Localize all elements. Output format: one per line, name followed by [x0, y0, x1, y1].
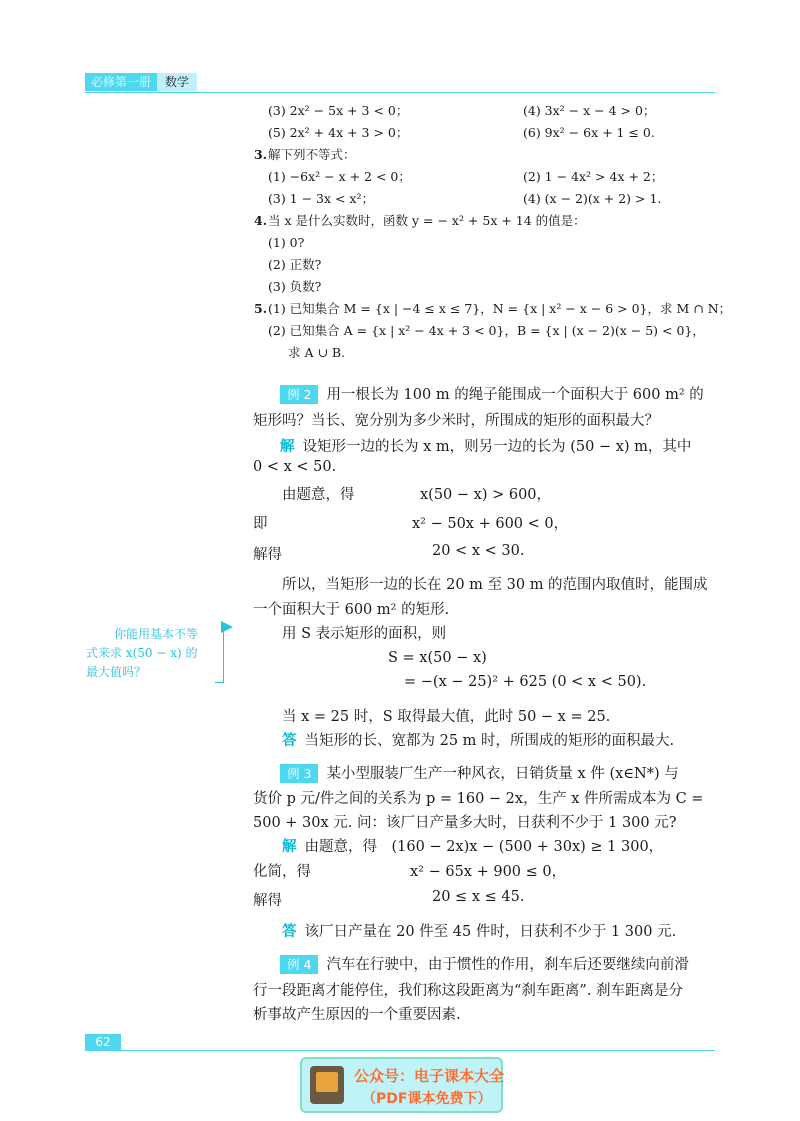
exercise-item: (2) 已知集合 A = {x | x² − 4x + 3 < 0}，B = {x | (x − 2)(x − 5) < 0}， [268, 323, 705, 338]
side-note [86, 625, 218, 682]
question-number: 4. [254, 213, 268, 228]
question-title: 解下列不等式： [268, 147, 356, 162]
paragraph-text: 析事故产生原因的一个重要因素. [253, 1007, 461, 1023]
example-tag: 例 2 [280, 385, 318, 404]
formula: 由题意，得 (160 − 2x)x − (500 + 30x) ≥ 1 300， [304, 839, 664, 855]
paragraph-text: 所以，当矩形一边的长在 20 m 至 30 m 的范围内取值时，能围成 [282, 577, 708, 593]
paragraph-text: 解得 [253, 547, 282, 563]
exercise-item: (3) 负数? [268, 279, 322, 294]
exercise-item: (5) 2x² + 4x + 3 > 0； [268, 125, 409, 140]
flag-icon [221, 621, 233, 633]
exercise-row [268, 122, 655, 144]
exercise-item: (2) 1 − 4x² > 4x + 2； [523, 169, 664, 184]
subject-title: 数学 [157, 73, 197, 91]
paragraph-text: 即 [253, 516, 268, 532]
example-2-solution [280, 435, 691, 456]
exercise-item: (4) 3x² − x − 4 > 0； [523, 103, 656, 118]
paragraph-text: 矩形吗？当长、宽分别为多少米时，所围成的矩形的面积最大？ [253, 413, 659, 429]
exercise-row [268, 188, 662, 210]
paragraph-text: 汽车在行驶中，由于惯性的作用，刹车后还要继续向前滑 [326, 957, 689, 973]
answer-label: 答 [282, 924, 297, 940]
formula: x(50 − x) > 600， [420, 487, 552, 503]
solution-label: 解 [282, 839, 297, 855]
paragraph-text: 化简，得 [253, 864, 311, 880]
paragraph-text: 由题意，得 [282, 487, 355, 503]
side-note-line: 式来求 x(50 − x) 的 [86, 646, 198, 660]
formula: x² − 50x + 600 < 0， [412, 516, 569, 532]
footer-rule [85, 1050, 715, 1051]
exercise-item: (1) 0? [268, 235, 305, 250]
side-note-bracket [215, 632, 224, 683]
book-title: 必修第一册 [85, 73, 157, 91]
question-number: 5. [254, 301, 268, 316]
answer-label: 答 [282, 733, 297, 749]
paragraph-text: 用一根长为 100 m 的绳子能围成一个面积大于 600 m² 的 [326, 387, 704, 403]
side-note-line: 最大值吗？ [86, 665, 147, 679]
exercise-question [254, 298, 732, 320]
solution-label: 解 [280, 439, 295, 455]
paragraph-text: 解得 [253, 893, 282, 909]
exercise-item: (1) −6x² − x + 2 < 0； [268, 169, 411, 184]
exercise-question [254, 144, 356, 166]
exercise-item: (4) (x − 2)(x + 2) > 1. [523, 191, 662, 206]
watermark-banner [300, 1057, 503, 1113]
watermark-line: （PDF课本免费下） [362, 1091, 492, 1107]
formula: 20 ≤ x ≤ 45. [432, 889, 525, 905]
exercise-item: (1) 已知集合 M = {x | −4 ≤ x ≤ 7}，N = {x | x² − x − 6 > 0}，求 M ∩ N； [268, 301, 732, 316]
paragraph-text: 一个面积大于 600 m² 的矩形. [253, 602, 450, 618]
paragraph-text: 0 < x < 50. [253, 459, 337, 475]
book-logo-icon [310, 1066, 344, 1104]
paragraph-text: 该厂日产量在 20 件至 45 件时，日获利不少于 1 300 元. [304, 924, 677, 940]
watermark-line: 公众号：电子课本大全 [354, 1067, 505, 1085]
formula: = −(x − 25)² + 625 (0 < x < 50). [404, 674, 647, 690]
side-note-line: 你能用基本不等 [114, 627, 199, 641]
exercise-row [268, 166, 664, 188]
example-2-line [280, 383, 704, 404]
header-rule [85, 92, 715, 93]
example-3-line [280, 762, 679, 783]
paragraph-text: 用 S 表示矩形的面积，则 [282, 626, 447, 642]
running-header [85, 74, 197, 90]
paragraph-text: 500 + 30x 元. 问：该厂日产量多大时，日获利不少于 1 300 元? [253, 815, 677, 831]
paragraph-text: 当 x = 25 时，S 取得最大值，此时 50 − x = 25. [282, 709, 611, 725]
exercise-question [254, 210, 586, 232]
formula: x² − 65x + 900 ≤ 0， [410, 864, 567, 880]
example-3-solution [282, 835, 663, 856]
paragraph-text: 某小型服装厂生产一种风衣，日销货量 x 件 (x∈N*) 与 [326, 766, 679, 782]
paragraph-text: 当矩形的长、宽都为 25 m 时，所围成的矩形的面积最大. [304, 733, 675, 749]
exercise-item: (2) 正数? [268, 257, 322, 272]
page-number: 62 [85, 1034, 121, 1051]
exercise-item: 求 A ∪ B. [288, 345, 346, 360]
paragraph-text: 货价 p 元/件之间的关系为 p = 160 − 2x，生产 x 件所需成本为 C = [253, 791, 704, 807]
question-title: 当 x 是什么实数时，函数 y = − x² + 5x + 14 的值是： [268, 213, 586, 228]
paragraph-text: 行一段距离才能停住，我们称这段距离为“刹车距离”. 刹车距离是分 [253, 983, 684, 999]
exercise-item: (3) 2x² − 5x + 3 < 0； [268, 103, 409, 118]
paragraph-text: 设矩形一边的长为 x m，则另一边的长为 (50 − x) m，其中 [302, 439, 692, 455]
exercise-row [268, 100, 656, 122]
example-3-answer [282, 920, 676, 941]
example-tag: 例 3 [280, 764, 318, 783]
example-tag: 例 4 [280, 955, 318, 974]
formula: S = x(50 − x) [388, 650, 487, 666]
question-number: 3. [254, 147, 268, 162]
example-4-line [280, 953, 689, 974]
exercise-item: (3) 1 − 3x < x²； [268, 191, 375, 206]
example-2-answer [282, 729, 674, 750]
exercise-item: (6) 9x² − 6x + 1 ≤ 0. [523, 125, 655, 140]
formula: 20 < x < 30. [432, 543, 525, 559]
